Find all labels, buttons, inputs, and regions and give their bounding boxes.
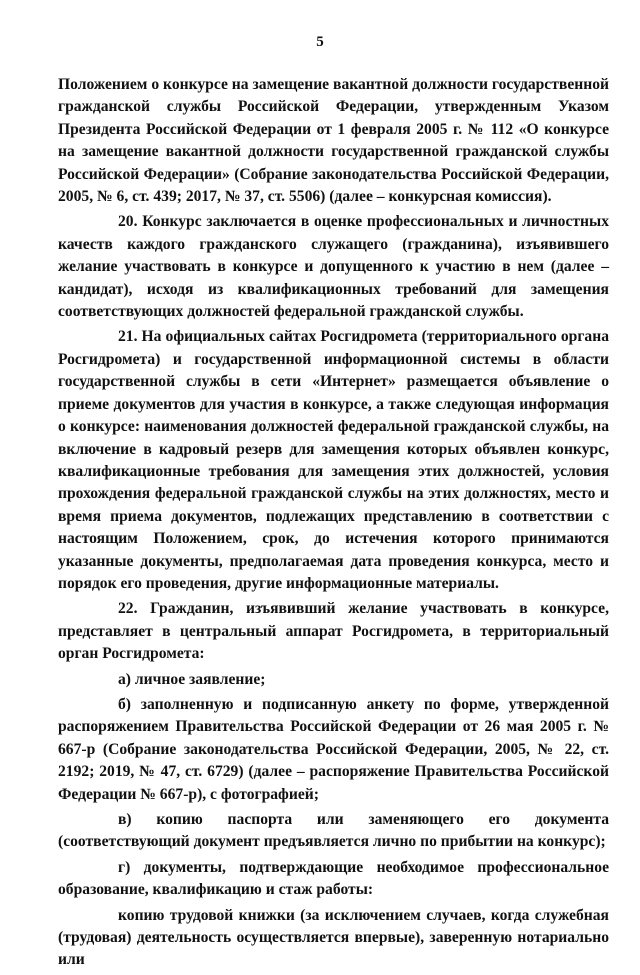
paragraph-20: 20. Конкурс заключается в оценке профессиональных и личностных качеств каждого гражданского служащего (гражданина), изъявившего желание участвовать в конкурсе и допущенного к участию в нем (далее – кандидат), исходя из квалификационных требований для замещения соответствующих должностей федеральной гражданской службы. <box>58 213 609 321</box>
list-item-a: а) личное заявление; <box>118 670 266 688</box>
list-item-g-detail: копию трудовой книжки (за исключением случаев, когда служебная (трудовая) деятельность осуществляется впервые), заверенную нотариально или <box>58 906 609 969</box>
paragraph-22: 22. Гражданин, изъявивший желание участвовать в конкурсе, представляет в центральный аппарат Росгидромета, в территориальный орган Росгидромета: <box>58 600 609 663</box>
paragraph-21: 21. На официальных сайтах Росгидромета (территориального органа Росгидромета) и государственной информационной системы в области государственной службы в сети «Интернет» размещается объявление о приеме документов для участия в конкурсе, а также следующая информация о конкурсе: наименования должностей федеральной гражданской службы, на включение в кадровый резерв для замещения которых объявлен конкурс, квалификационные требования для замещения этих должностей, условия прохождения федеральной гражданской службы на этих должностях, место и время приема документов, подлежащих представлению в соответствии с настоящим Положением, срок, до истечения которого принимаются указанные документы, предполагаемая дата проведения конкурса, место и порядок его проведения, другие информационные материалы. <box>58 328 609 592</box>
paragraph-continuation: Положением о конкурсе на замещение вакантной должности государственной гражданской службы Российской Федерации, утвержденным Указом Президента Российской Федерации от 1 февраля 2005 г. № 112 «О конкурсе на замещение вакантной должности государственной гражданской службы Российской Федерации» (Собрание законодательства Российской Федерации, 2005, № 6, ст. 439; 2017, № 37, ст. 5506) (далее – конкурсная комиссия). <box>58 76 609 206</box>
list-item-b: б) заполненную и подписанную анкету по форме, утвержденной распоряжением Правительства Российской Федерации от 26 мая 2005 г. № 667-р (Собрание законодательства Российской Федерации, 2005, № 22, ст. 2192; 2019, № 47, ст. 6729) (далее – распоряжение Правительства Российской Федерации № 667-р), с фотографией; <box>58 695 609 803</box>
document-body <box>58 74 609 975</box>
list-item-g: г) документы, подтверждающие необходимое профессиональное образование, квалификацию и стаж работы: <box>58 858 609 899</box>
page-number: 5 <box>316 34 324 50</box>
list-item-v: в) копию паспорта или заменяющего его документа (соответствующий документ предъявляется лично по прибытии на конкурс); <box>58 811 609 851</box>
